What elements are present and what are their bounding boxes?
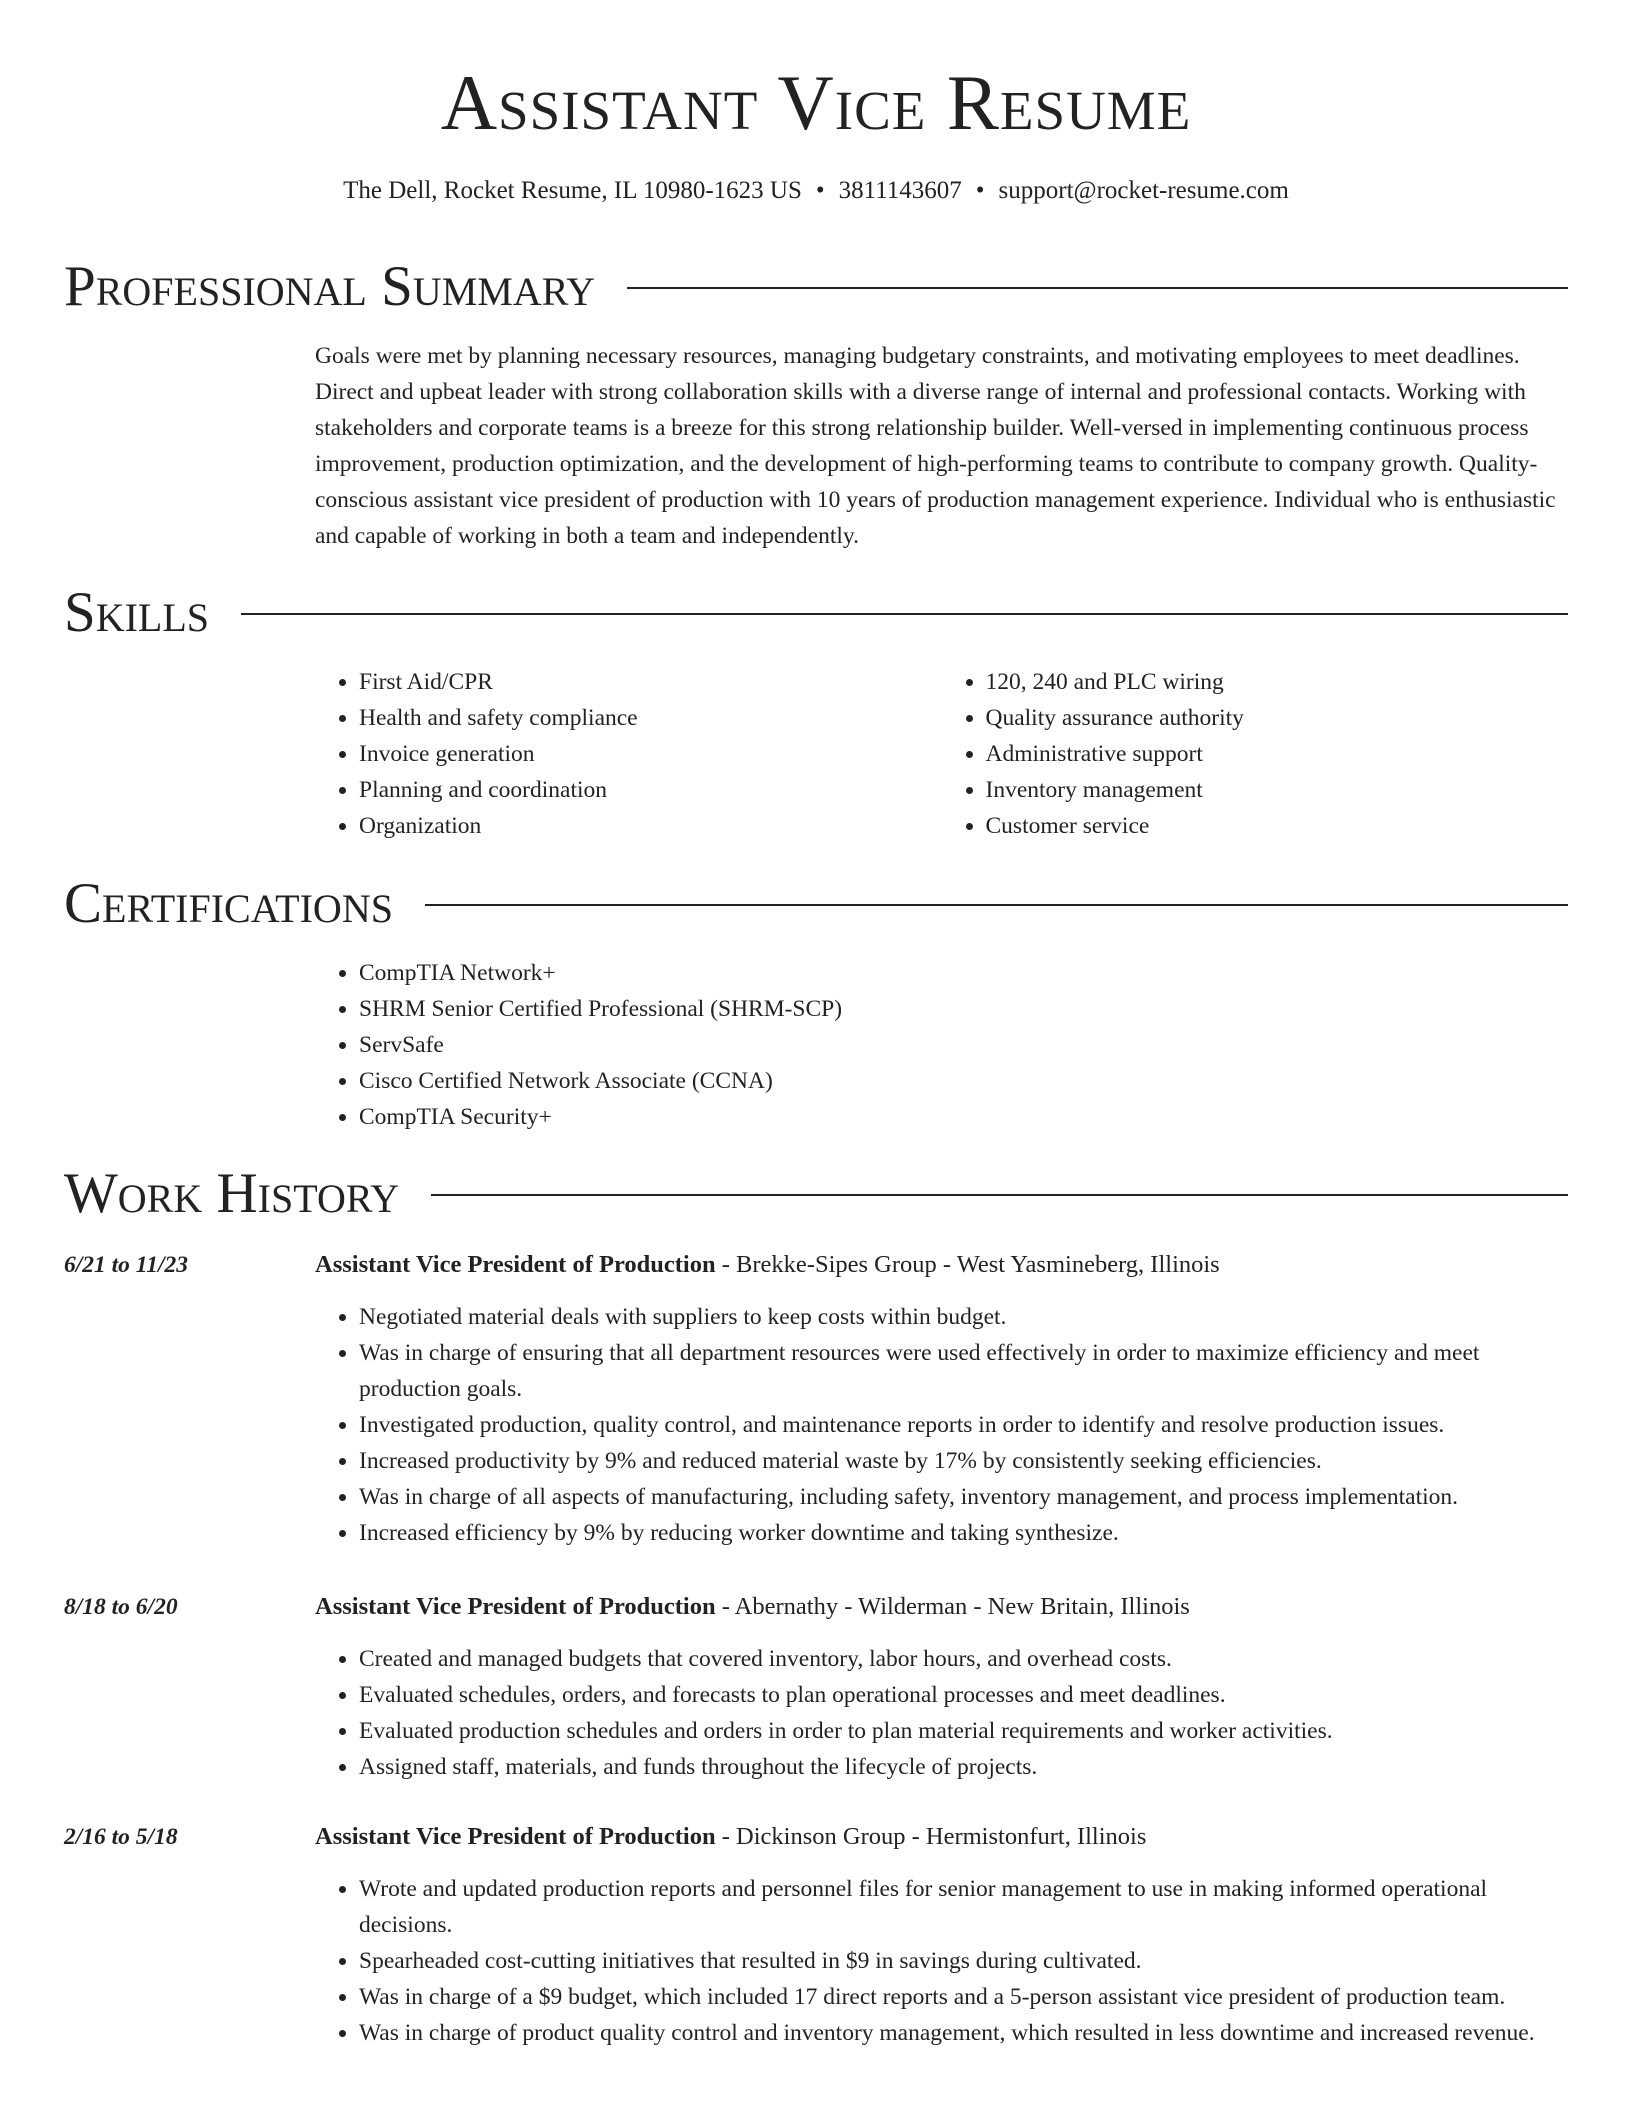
skills-grid <box>315 664 1568 844</box>
section-divider <box>431 1194 1568 1196</box>
skills-section-header <box>64 581 1568 645</box>
job-bullets <box>315 1299 1568 1551</box>
skill-item: • 120, 240 and PLC wiring <box>986 664 1569 700</box>
skill-item: • Health and safety compliance <box>359 700 942 736</box>
job-bullet: • Was in charge of a $9 budget, which included 17 direct reports and a 5-person assistant vice president of production team. <box>359 1979 1568 2015</box>
summary-body <box>315 338 1568 554</box>
certifications-list <box>315 955 1568 1135</box>
contact-address: The Dell, Rocket Resume, IL 10980-1623 US <box>343 177 802 204</box>
skill-item: • Inventory management <box>986 772 1569 808</box>
job-header <box>315 1247 1568 1283</box>
job-title: Assistant Vice President of Production <box>315 1823 716 1850</box>
job-bullet: • Investigated production, quality control, and maintenance reports in order to identify and resolve production issues. <box>359 1407 1568 1443</box>
skill-item: • Customer service <box>986 808 1569 844</box>
job-title: Assistant Vice President of Production <box>315 1251 716 1278</box>
certification-item: • ServSafe <box>359 1027 1568 1063</box>
job-header <box>315 1819 1568 1855</box>
section-divider <box>627 287 1568 289</box>
contact-phone: 3811143607 <box>838 177 962 204</box>
job-bullet: • Wrote and updated production reports and personnel files for senior management to use in making informed operational decisions. <box>359 1871 1568 1943</box>
summary-section-header <box>64 255 1568 319</box>
contact-separator: • <box>815 177 825 204</box>
job-dates: 2/16 to 5/18 <box>64 1824 178 1850</box>
job-bullet: • Evaluated production schedules and orders in order to plan material requirements and worker activities. <box>359 1713 1568 1749</box>
skill-item: • Planning and coordination <box>359 772 942 808</box>
work-history-heading: Work History <box>64 1162 400 1225</box>
summary-text: Goals were met by planning necessary resources, managing budgetary constraints, and motivating employees to meet deadlines. Direct and upbeat leader with strong collaboration skills with a diverse range of internal and professional contacts. Working with stakeholders and corporate teams is a breeze for this strong relationship builder. Well-versed in implementing continuous process improvement, production optimization, and the development of high-performing teams to contribute to company growth. Quality-conscious assistant vice president of production with 10 years of production management experience. Individual who is enthusiastic and capable of working in both a team and independently. <box>315 343 1556 549</box>
job-dates: 8/18 to 6/20 <box>64 1594 178 1620</box>
work-history-section-header <box>64 1162 1568 1226</box>
certification-item: • Cisco Certified Network Associate (CCNA) <box>359 1063 1568 1099</box>
job-employer-location: - Abernathy - Wilderman - New Britain, Illinois <box>715 1593 1190 1620</box>
summary-heading: Professional Summary <box>64 255 596 318</box>
job-bullet: • Evaluated schedules, orders, and forecasts to plan operational processes and meet deadlines. <box>359 1677 1568 1713</box>
job-bullet: • Assigned staff, materials, and funds throughout the lifecycle of projects. <box>359 1749 1568 1785</box>
job-bullet: • Negotiated material deals with suppliers to keep costs within budget. <box>359 1299 1568 1335</box>
job-bullets <box>315 1871 1568 2051</box>
job-details <box>315 1247 1568 1551</box>
resume-name: Assistant Vice Resume <box>440 59 1192 146</box>
job-details <box>315 1589 1568 1785</box>
job-bullet: • Was in charge of product quality control and inventory management, which resulted in less downtime and increased revenue. <box>359 2015 1568 2051</box>
job-bullet: • Increased productivity by 9% and reduced material waste by 17% by consistently seeking efficiencies. <box>359 1443 1568 1479</box>
certifications-body <box>315 955 1568 1135</box>
job-header <box>315 1589 1568 1625</box>
job-bullet: • Spearheaded cost-cutting initiatives that resulted in $9 in savings during cultivated. <box>359 1943 1568 1979</box>
job-employer-location: - Brekke-Sipes Group - West Yasmineberg, Illinois <box>715 1251 1220 1278</box>
job-title: Assistant Vice President of Production <box>315 1593 716 1620</box>
contact-line <box>0 174 1632 208</box>
certification-item: • CompTIA Network+ <box>359 955 1568 991</box>
skills-body <box>315 664 1568 844</box>
skill-item: • Invoice generation <box>359 736 942 772</box>
contact-email: support@rocket-resume.com <box>998 177 1289 204</box>
contact-separator: • <box>975 177 985 204</box>
job-bullet: • Created and managed budgets that covered inventory, labor hours, and overhead costs. <box>359 1641 1568 1677</box>
section-divider <box>425 904 1568 906</box>
skills-list-right <box>942 664 1569 844</box>
skill-item: • First Aid/CPR <box>359 664 942 700</box>
skill-item: • Organization <box>359 808 942 844</box>
certification-item: • SHRM Senior Certified Professional (SHRM-SCP) <box>359 991 1568 1027</box>
certification-item: • CompTIA Security+ <box>359 1099 1568 1135</box>
skill-item: • Quality assurance authority <box>986 700 1569 736</box>
skills-heading: Skills <box>64 581 210 644</box>
job-bullet: • Increased efficiency by 9% by reducing worker downtime and taking synthesize. <box>359 1515 1568 1551</box>
section-divider <box>241 613 1568 615</box>
job-details <box>315 1819 1568 2051</box>
job-dates: 6/21 to 11/23 <box>64 1252 189 1278</box>
job-bullet: • Was in charge of all aspects of manufacturing, including safety, inventory management, and process implementation. <box>359 1479 1568 1515</box>
job-bullets <box>315 1641 1568 1785</box>
job-employer-location: - Dickinson Group - Hermistonfurt, Illinois <box>715 1823 1147 1850</box>
skill-item: • Administrative support <box>986 736 1569 772</box>
skills-list-left <box>315 664 942 844</box>
job-bullet: • Was in charge of ensuring that all department resources were used effectively in order to maximize efficiency and meet production goals. <box>359 1335 1568 1407</box>
certifications-section-header <box>64 872 1568 936</box>
certifications-heading: Certifications <box>64 872 393 935</box>
